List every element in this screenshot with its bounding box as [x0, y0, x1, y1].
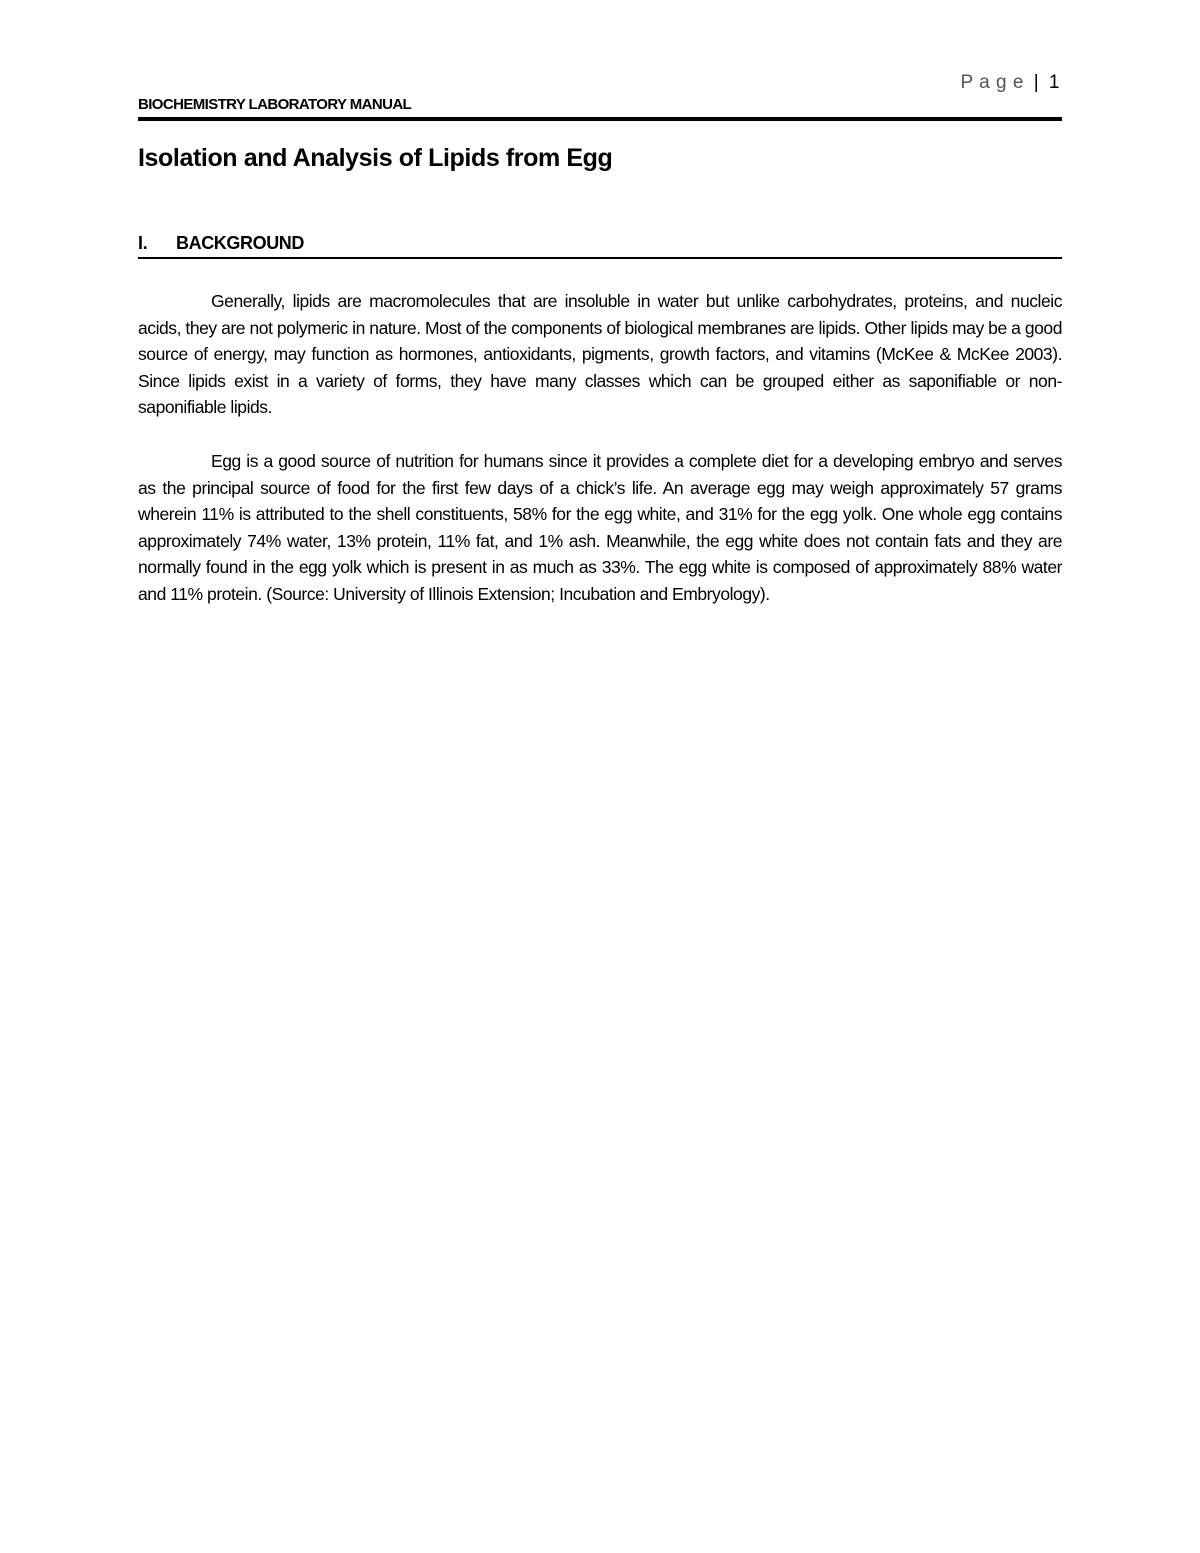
section-title: BACKGROUND	[176, 233, 304, 253]
page-separator: |	[1033, 72, 1040, 93]
section-heading	[138, 233, 1062, 259]
page-number-value: 1	[1048, 72, 1060, 93]
background-paragraph-2: Egg is a good source of nutrition for humans since it provides a complete diet for a developing embryo and serves as the principal source of food for the first few days of a chick’s life. An average egg may weigh approximately 57 grams wherein 11% is attributed to the shell constituents, 58% for the egg white, and 31% for the egg yolk. One whole egg contains approximately 74% water, 13% protein, 11% fat, and 1% ash. Meanwhile, the egg white does not contain fats and they are normally found in the egg yolk which is present in as much as 33%. The egg white is composed of approximately 88% water and 11% protein. (Source: University of Illinois Extension; Incubation and Embryology).	[138, 451, 1062, 604]
section-number: I.	[138, 233, 148, 253]
running-header: BIOCHEMISTRY LABORATORY MANUAL	[138, 96, 1062, 121]
page-label: P a g e	[960, 72, 1024, 93]
page-number	[961, 72, 1060, 94]
background-paragraph-1: Generally, lipids are macromolecules that are insoluble in water but unlike carbohydrates, proteins, and nucleic acids, they are not polymeric in nature. Most of the components of biological membranes are lipids. Other lipids may be a good source of energy, may function as hormones, antioxidants, pigments, growth factors, and vitamins (McKee & McKee 2003). Since lipids exist in a variety of forms, they have many classes which can be grouped either as saponifiable or non-saponifiable lipids.	[138, 291, 1062, 417]
document-title: Isolation and Analysis of Lipids from Egg	[138, 144, 613, 172]
